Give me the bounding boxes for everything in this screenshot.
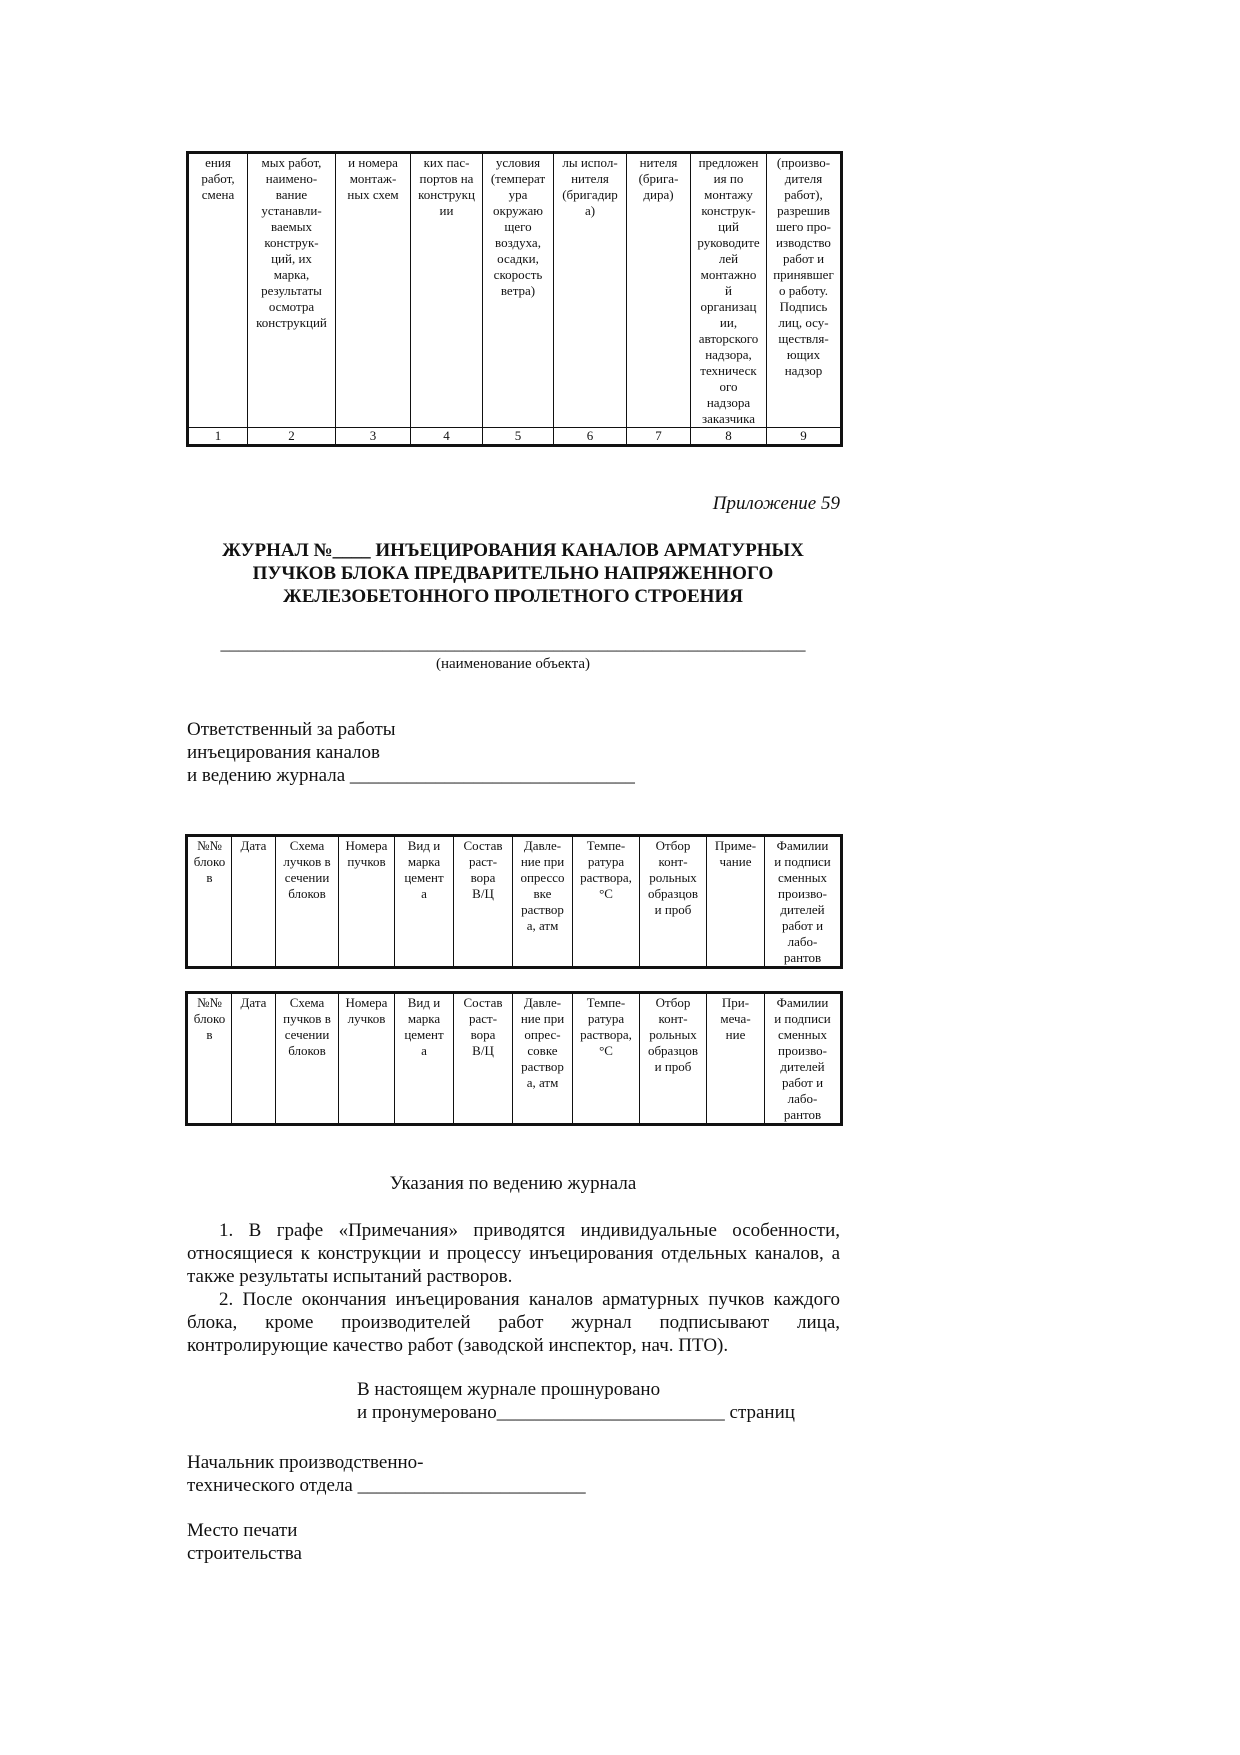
header-cell: Состав раст- вора В/Ц: [454, 993, 513, 1125]
responsible-block: [187, 718, 635, 787]
header-cell: Вид и марка цемент а: [395, 993, 454, 1125]
column-number: 2: [248, 428, 336, 446]
header-cell: Дата: [232, 836, 276, 968]
header-cell: №№ блоко в: [187, 836, 232, 968]
header-cell: и номера монтаж- ных схем: [336, 153, 411, 428]
chief-line: технического отдела ________________________: [187, 1475, 586, 1496]
header-cell: Отбор конт- рольных образцов и проб: [640, 993, 707, 1125]
header-cell: Вид и марка цемент а: [395, 836, 454, 968]
header-cell: Состав раст- вора В/Ц: [454, 836, 513, 968]
header-cell: мых работ, наимено- вание устанавли- ваемых конструк- ций, их марка, результаты осмотра конструкций: [248, 153, 336, 428]
header-row: [187, 836, 842, 968]
column-number: 7: [627, 428, 691, 446]
column-number: 1: [188, 428, 248, 446]
header-cell: ких пас- портов на конструкц ии: [411, 153, 483, 428]
header-cell: Дата: [232, 993, 276, 1125]
binding-line: и пронумеровано________________________ страниц: [357, 1402, 795, 1423]
column-number-row: [188, 428, 842, 446]
header-cell: Схема пучков в сечении блоков: [276, 993, 339, 1125]
header-cell: (произво- дителя работ), разрешив шего про- изводство работ и принявшег о работу. Подпись лиц, осу- ществля- ющих надзор: [767, 153, 842, 428]
header-cell: Давле- ние при опрессо вке раствор а, атм: [513, 836, 573, 968]
journal-title: [186, 539, 840, 608]
header-cell: №№ блоко в: [187, 993, 232, 1125]
injection-table-a: [185, 834, 843, 969]
header-cell: Фамилии и подписи сменных произво- дителей работ и лабо- рантов: [765, 836, 842, 968]
instructions-body: [187, 1219, 840, 1357]
header-cell: Темпе- ратура раствора, °С: [573, 836, 640, 968]
header-row: [188, 153, 842, 428]
header-row: [187, 993, 842, 1125]
instruction-item: 1. В графе «Примечания» приводятся индивидуальные особенности, относящиеся к конструкции и процессу инъецирования отдельных каналов, а также результаты испытаний растворов.: [187, 1220, 840, 1287]
header-cell: нителя (брига- дира): [627, 153, 691, 428]
header-cell: Отбор конт- рольных образцов и проб: [640, 836, 707, 968]
instruction-item: 2. После окончания инъецирования каналов арматурных пучков каждого блока, кроме производителей работ журнал подписывают лица, контролирующие качество работ (заводской инспектор, нач. ПТО).: [187, 1289, 840, 1356]
header-cell: Фамилии и подписи сменных произво- дителей работ и лабо- рантов: [765, 993, 842, 1125]
object-name-caption: (наименование объекта): [435, 656, 591, 672]
instructions-heading: Указания по ведению журнала: [389, 1173, 637, 1194]
column-number: 3: [336, 428, 411, 446]
header-cell: лы испол- нителя (бригадир а): [554, 153, 627, 428]
responsible-line: Ответственный за работы: [187, 719, 396, 740]
responsible-line: и ведению журнала ______________________________: [187, 765, 635, 786]
header-cell: условия (температ ура окружаю щего воздуха, осадки, скорость ветра): [483, 153, 554, 428]
header-cell: Номера лучков: [339, 993, 395, 1125]
title-line: ЖУРНАЛ №____ ИНЪЕЦИРОВАНИЯ КАНАЛОВ АРМАТУРНЫХ: [222, 540, 804, 561]
seal-place: [187, 1519, 302, 1565]
responsible-line: инъецирования каналов: [187, 742, 381, 763]
chief-line: Начальник производственно-: [187, 1452, 424, 1473]
object-name-field[interactable]: _________________________________________________________________: [220, 633, 806, 653]
installation-journal-table: [186, 151, 843, 447]
header-cell: ения работ, смена: [188, 153, 248, 428]
title-line: ЖЕЛЕЗОБЕТОННОГО ПРОЛЕТНОГО СТРОЕНИЯ: [283, 586, 743, 607]
header-cell: предложен ия по монтажу конструк- ций руководите лей монтажно й организац ии, авторского надзора, техническ ого надзора заказчика: [691, 153, 767, 428]
chief-signature: [187, 1451, 586, 1497]
injection-table-b: [185, 991, 843, 1126]
header-cell: При- меча- ние: [707, 993, 765, 1125]
appendix-label: Приложение 59: [712, 493, 840, 514]
header-cell: Приме- чание: [707, 836, 765, 968]
seal-line: строительства: [187, 1543, 302, 1564]
column-number: 8: [691, 428, 767, 446]
column-number: 5: [483, 428, 554, 446]
header-cell: Темпе- ратура раствора, °С: [573, 993, 640, 1125]
title-line: ПУЧКОВ БЛОКА ПРЕДВАРИТЕЛЬНО НАПРЯЖЕННОГО: [252, 563, 774, 584]
header-cell: Схема лучков в сечении блоков: [276, 836, 339, 968]
header-cell: Номера пучков: [339, 836, 395, 968]
seal-line: Место печати: [187, 1520, 298, 1541]
column-number: 4: [411, 428, 483, 446]
column-number: 6: [554, 428, 627, 446]
binding-line: В настоящем журнале прошнуровано: [357, 1379, 661, 1400]
column-number: 9: [767, 428, 842, 446]
header-cell: Давле- ние при опрес- совке раствор а, атм: [513, 993, 573, 1125]
binding-note: [357, 1378, 795, 1424]
